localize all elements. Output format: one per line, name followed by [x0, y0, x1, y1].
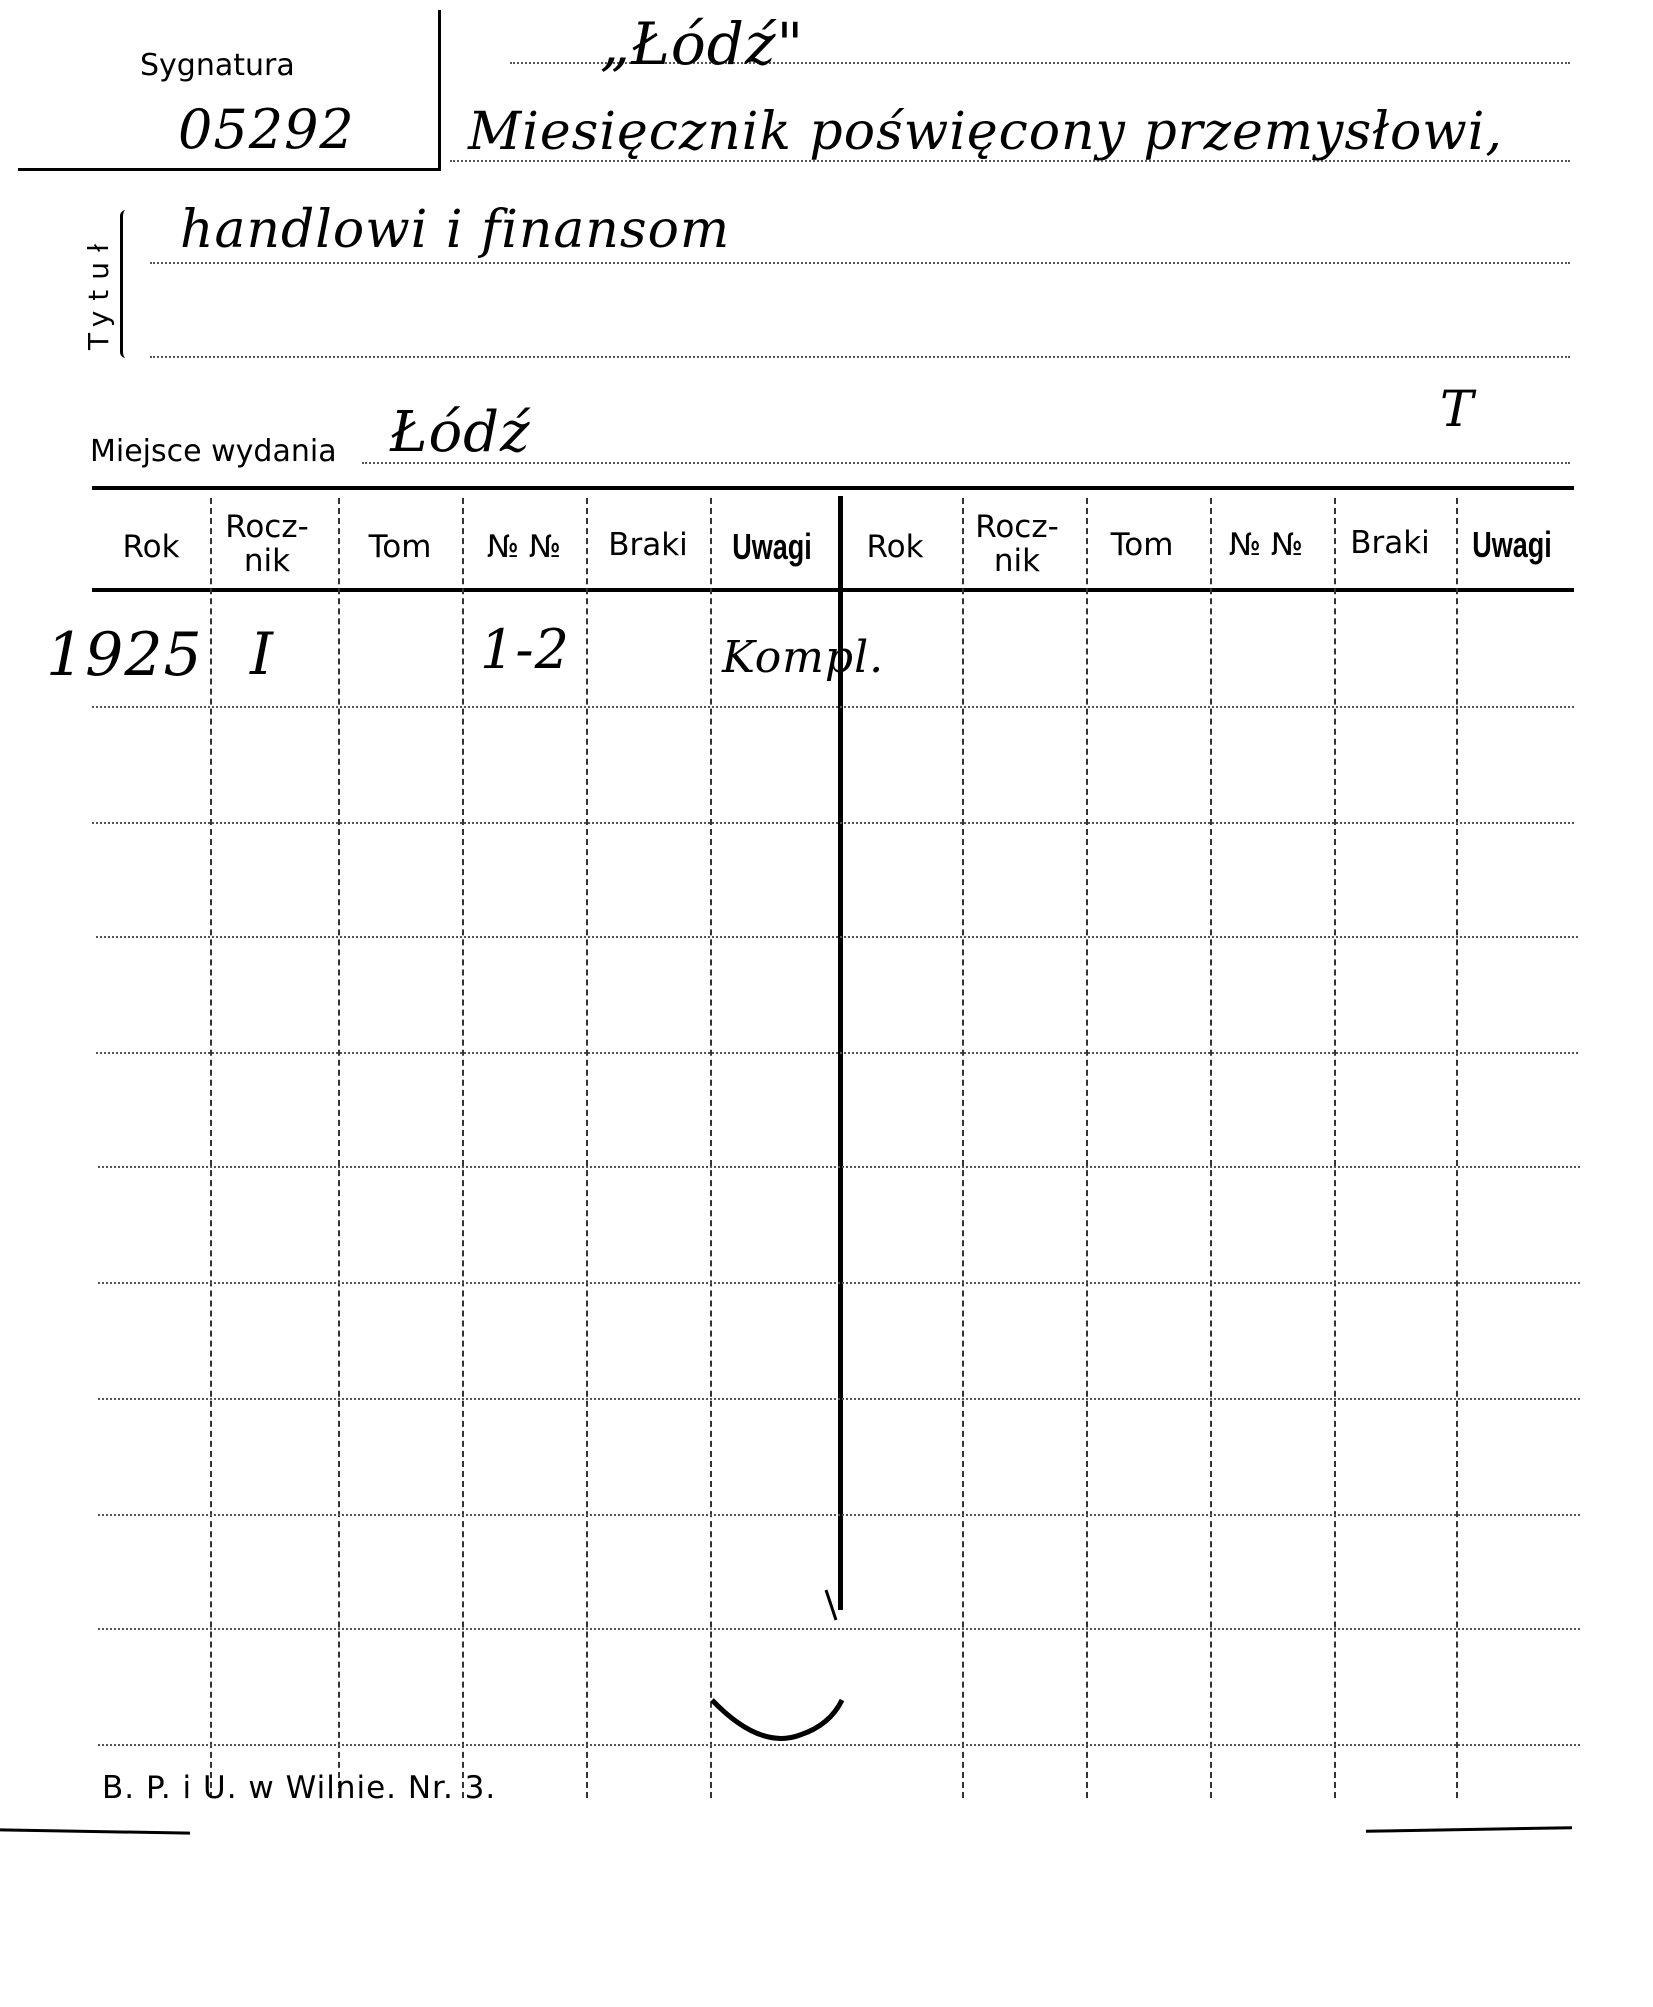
place-value: Łódź: [390, 400, 531, 465]
fold-mark-tick: [826, 1590, 836, 1620]
fold-mark-curve: [712, 1700, 842, 1738]
header-rok-left: Rok: [122, 529, 180, 565]
signature-label: Sygnatura: [140, 48, 295, 83]
header-tom-right: Tom: [1110, 527, 1174, 563]
title-side-label: Tytuł: [82, 234, 115, 350]
signature-value: 05292: [178, 98, 355, 161]
footer-imprint: B. P. i U. w Wilnie. Nr. 3.: [102, 1770, 497, 1806]
header-tom-left: Tom: [368, 529, 432, 565]
title-handwritten-line-1: „Łódź": [600, 10, 805, 78]
header-braki-left: Braki: [608, 527, 688, 563]
title-handwritten-line-2: Miesięcznik poświęcony przemysłowi,: [468, 102, 1503, 162]
header-uwagi-left: Uwagi: [732, 526, 812, 567]
header-numery-left: № №: [486, 529, 562, 565]
header-rocznik-left-text: Rocz- nik: [225, 509, 309, 579]
place-mark: T: [1440, 380, 1475, 438]
header-rok-right: Rok: [866, 529, 924, 565]
place-label: Miejsce wydania: [90, 434, 337, 469]
row1-uwagi: Kompl.: [722, 632, 885, 683]
header-rocznik-right-text: Rocz- nik: [975, 509, 1059, 579]
header-numery-right: № №: [1228, 527, 1304, 563]
header-uwagi-right: Uwagi: [1472, 524, 1552, 565]
row1-rok: 1925: [46, 620, 203, 690]
header-braki-right: Braki: [1350, 525, 1430, 561]
row1-rocznik: I: [250, 620, 274, 688]
row1-numery: 1-2: [480, 618, 570, 681]
title-handwritten-line-3: handlowi i finansom: [180, 200, 731, 260]
